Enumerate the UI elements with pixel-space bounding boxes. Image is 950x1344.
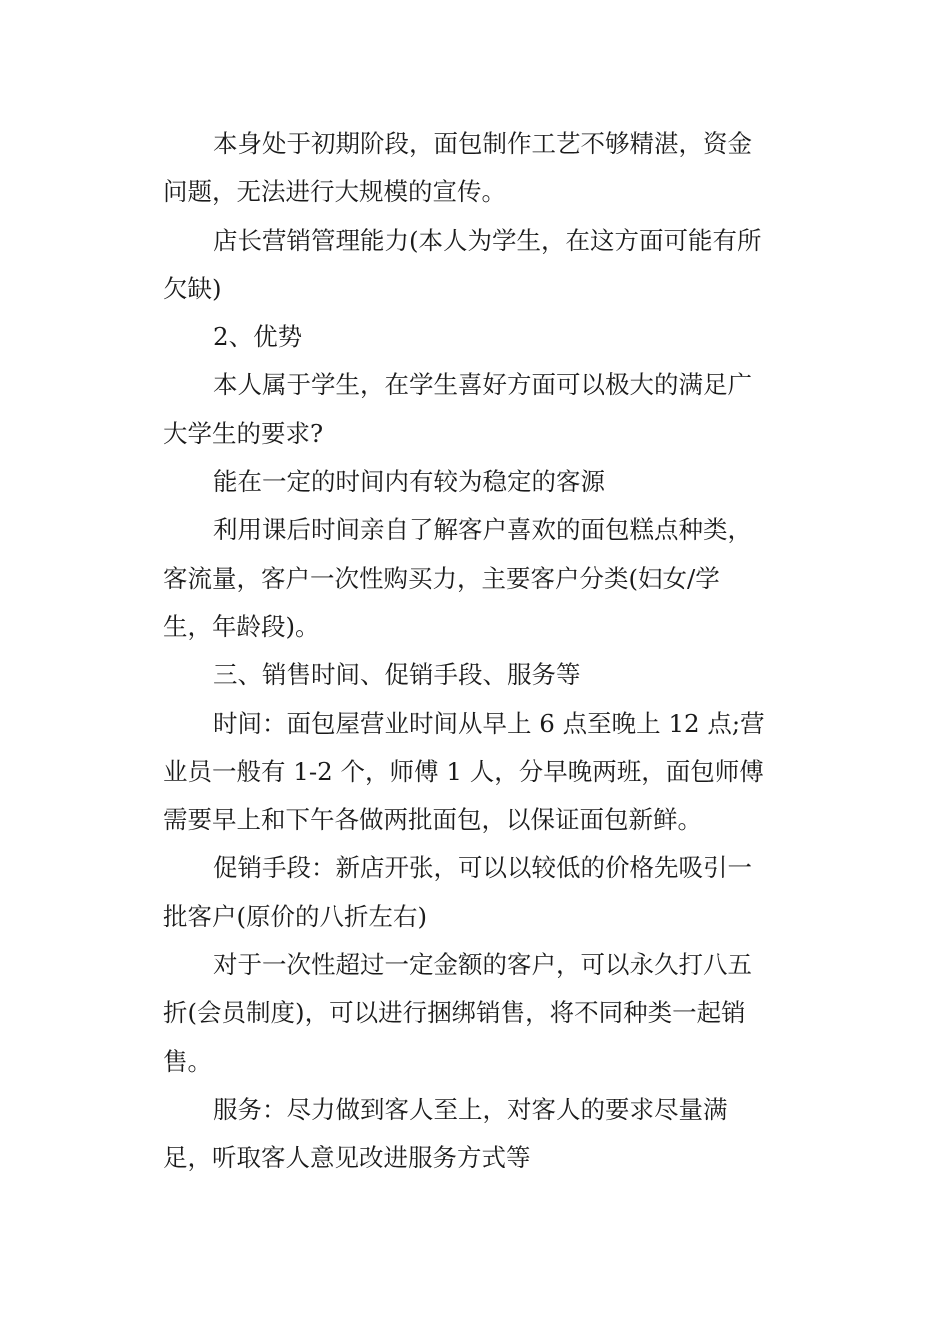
text-line: 能在一定的时间内有较为稳定的客源 [213, 467, 605, 497]
heading-text: 2、优势 [213, 322, 303, 352]
document-page [163, 120, 787, 1183]
text-line: 对于一次性超过一定金额的客户，可以永久打八五 [213, 950, 752, 980]
paragraph-hours [163, 700, 787, 845]
text-line: 折(会员制度)，可以进行捆绑销售，将不同种类一起销 [163, 998, 746, 1028]
text-line: 促销手段：新店开张，可以以较低的价格先吸引一 [213, 853, 752, 883]
paragraph-weakness-stage [163, 120, 787, 217]
paragraph-membership [163, 941, 787, 1086]
paragraph-advantage-student [163, 361, 787, 458]
text-line: 批客户(原价的八折左右) [163, 901, 428, 931]
paragraph-weakness-management [163, 217, 787, 314]
text-line: 生，年龄段)。 [163, 611, 320, 641]
text-line: 本人属于学生，在学生喜好方面可以极大的满足广 [213, 370, 752, 400]
text-line: 业员一般有 1-2 个，师傅 1 人，分早晚两班，面包师傅 [163, 756, 764, 786]
text-line: 服务：尽力做到客人至上，对客人的要求尽量满 [213, 1094, 728, 1124]
paragraph-advantage-research [163, 506, 787, 651]
paragraph-service [163, 1086, 787, 1183]
section-heading-advantages [163, 313, 787, 361]
section-heading-sales [163, 651, 787, 699]
text-line: 时间：面包屋营业时间从早上 6 点至晚上 12 点;营 [213, 708, 765, 738]
paragraph-advantage-customers [163, 458, 787, 506]
text-line: 大学生的要求? [163, 418, 324, 448]
text-line: 足，听取客人意见改进服务方式等 [163, 1143, 531, 1173]
paragraph-promotion [163, 844, 787, 941]
text-line: 问题，无法进行大规模的宣传。 [163, 177, 506, 207]
text-line: 需要早上和下午各做两批面包，以保证面包新鲜。 [163, 805, 702, 835]
heading-text: 三、销售时间、促销手段、服务等 [213, 660, 581, 690]
text-line: 本身处于初期阶段，面包制作工艺不够精湛，资金 [213, 129, 752, 158]
text-line: 利用课后时间亲自了解客户喜欢的面包糕点种类， [213, 515, 752, 545]
text-line: 售。 [163, 1046, 212, 1076]
text-line: 客流量，客户一次性购买力，主要客户分类(妇女/学 [163, 563, 720, 593]
text-line: 欠缺) [163, 273, 222, 303]
text-line: 店长营销管理能力(本人为学生，在这方面可能有所 [213, 225, 762, 255]
